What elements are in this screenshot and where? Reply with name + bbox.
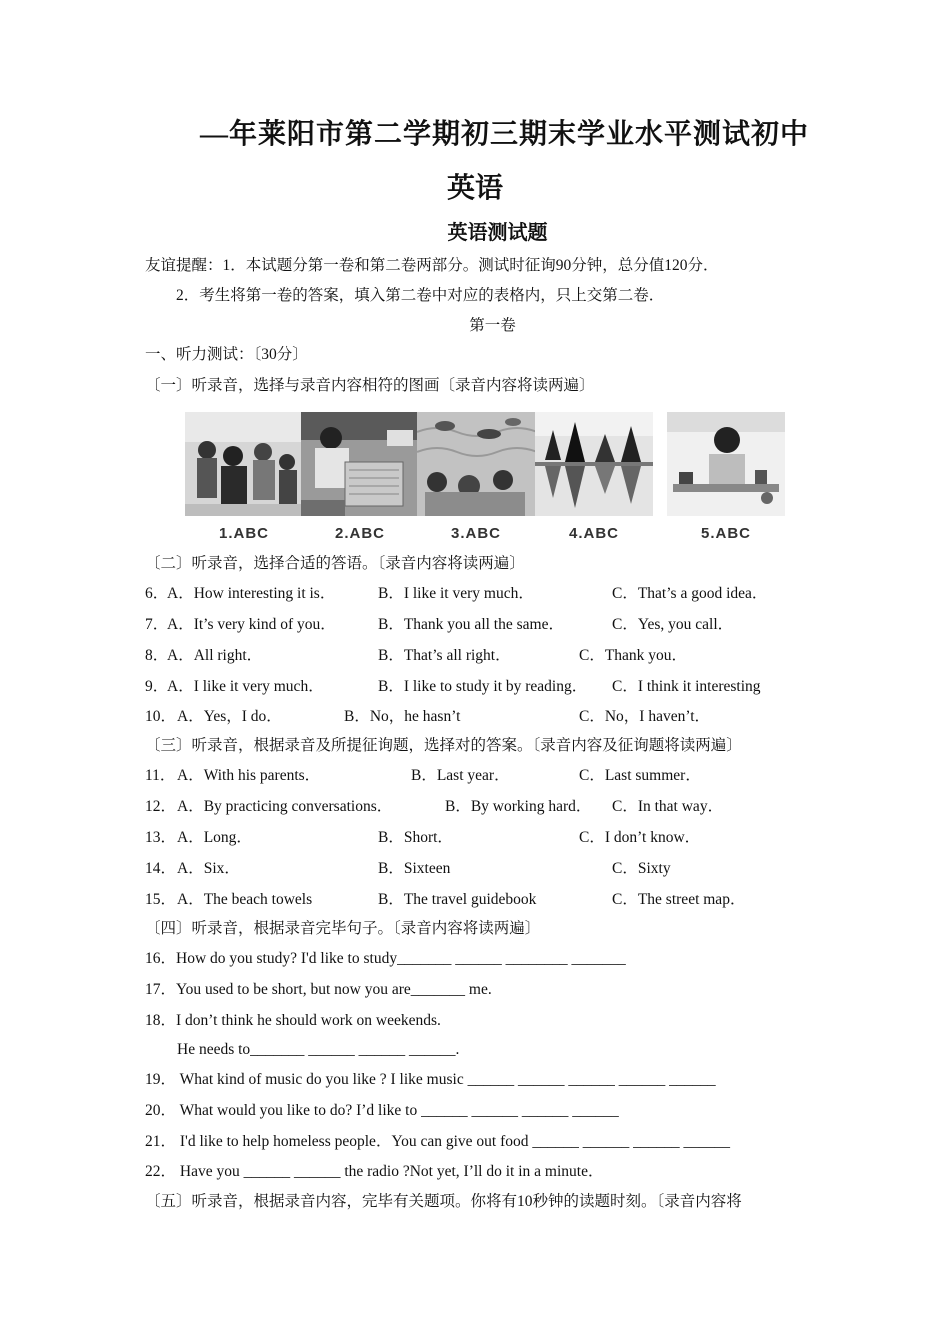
option-b: B．That’s all right．: [378, 647, 511, 664]
question-row: [145, 677, 845, 697]
fill-in-item: 18．I don’t think he should work on weekends.: [145, 1012, 441, 1029]
option-b: B．Sixteen: [378, 860, 451, 877]
picture-4: [535, 412, 653, 516]
notes-line-1: 友谊提醒：1．本试题分第一卷和第二卷两部分。测试时征询90分钟，总分值120分．: [145, 257, 719, 274]
option-b: B．I like it very much．: [378, 585, 534, 602]
question-number: 9．: [145, 678, 169, 695]
option-b: B．Short．: [378, 829, 453, 846]
question-number: 10．: [145, 708, 177, 725]
option-a: A．The beach towels: [177, 891, 313, 908]
question-row: [145, 615, 845, 635]
fill-in-item: 19． What kind of music do you like ? I like music ______ ______ ______ ______ ______: [145, 1071, 716, 1088]
question-row: [145, 828, 845, 848]
part2-instruction: 〔二〕听录音，选择合适的答语。〔录音内容将读两遍〕: [145, 555, 525, 572]
picture-5: [667, 412, 785, 516]
option-c: C．Thank you．: [579, 647, 688, 664]
option-a: A．Six．: [177, 860, 240, 877]
picture-2: [301, 412, 419, 516]
fill-in-item: 22． Have you ______ ______ the radio ?Not yet, I’ll do it in a minute．: [145, 1163, 604, 1180]
part1-instruction: 〔一〕听录音，选择与录音内容相符的图画〔录音内容将读两遍〕: [145, 377, 595, 394]
option-c: C．I think it interesting: [612, 678, 761, 695]
question-number: 7．: [145, 616, 169, 633]
option-b: B．No，he hasn’t: [344, 708, 461, 725]
picture-3: [417, 412, 535, 516]
option-b: B．Thank you all the same．: [378, 616, 564, 633]
option-a: A．All right．: [167, 647, 263, 664]
question-number: 12．: [145, 798, 177, 815]
exam-title: —年莱阳市第二学期初三期末学业水平测试初中: [200, 119, 810, 150]
picture-1-label: 1.ABC: [218, 525, 269, 542]
fill-in-item: 17．You used to be short, but now you are_______ me.: [145, 981, 492, 998]
question-number: 14．: [145, 860, 177, 877]
question-number: 15．: [145, 891, 177, 908]
part4-instruction: 〔四〕听录音，根据录音完毕句子。〔录音内容将读两遍〕: [145, 920, 541, 937]
option-a: A．Long．: [177, 829, 252, 846]
listening-pictures: [185, 412, 785, 546]
exam-subtitle: 英语测试题: [447, 222, 548, 244]
question-row: [145, 584, 845, 604]
option-c: C．The street map．: [612, 891, 746, 908]
picture-3-label: 3.ABC: [450, 525, 501, 542]
option-b: B．By working hard．: [445, 798, 592, 815]
volume-title: 第一卷: [469, 317, 516, 334]
question-row: [145, 797, 845, 817]
exam-title-subject: 英语: [446, 173, 503, 204]
option-c: C．Yes, you call．: [612, 616, 734, 633]
option-b: B．I like to study it by reading．: [378, 678, 588, 695]
option-a: A．It’s very kind of you．: [167, 616, 336, 633]
option-a: A．With his parents．: [177, 767, 321, 784]
option-c: C．Last summer．: [579, 767, 701, 784]
fill-in-item: He needs to_______ ______ ______ ______.: [177, 1041, 460, 1058]
question-row: [145, 646, 845, 666]
option-a: A．Yes，I do．: [177, 708, 282, 725]
option-c: C．No，I haven’t．: [579, 708, 711, 725]
picture-4-label: 4.ABC: [568, 525, 619, 542]
fill-in-item: 21． I'd like to help homeless people．You can give out food ______ ______ ______ ______: [145, 1133, 730, 1150]
option-b: B．The travel guidebook: [378, 891, 537, 908]
fill-in-item: 16．How do you study? I'd like to study_______ ______ ________ _______: [145, 950, 626, 967]
question-number: 13．: [145, 829, 177, 846]
question-number: 6．: [145, 585, 169, 602]
picture-5-label: 5.ABC: [700, 525, 751, 542]
option-c: C．Sixty: [612, 860, 671, 877]
picture-2-label: 2.ABC: [334, 525, 385, 542]
option-c: C．That’s a good idea．: [612, 585, 768, 602]
option-a: A．By practicing conversations．: [177, 798, 393, 815]
picture-1: [185, 412, 303, 516]
option-b: B．Last year．: [411, 767, 510, 784]
question-number: 11．: [145, 767, 176, 784]
question-number: 8．: [145, 647, 169, 664]
option-c: C．I don’t know．: [579, 829, 701, 846]
part5-instruction: 〔五〕听录音，根据录音内容，完毕有关题项。你将有10秒钟的读题时刻。〔录音内容将: [145, 1193, 742, 1210]
question-row: [145, 859, 845, 879]
part3-instruction: 〔三〕听录音，根据录音及所提征询题，选择对的答案。〔录音内容及征询题将读两遍〕: [145, 737, 742, 754]
option-a: A．I like it very much．: [167, 678, 324, 695]
question-row: [145, 766, 845, 786]
fill-in-item: 20． What would you like to do? I’d like to ______ ______ ______ ______: [145, 1102, 619, 1119]
notes-line-2: 2．考生将第一卷的答案，填入第二卷中对应的表格内，只上交第二卷．: [176, 287, 665, 304]
option-a: A．How interesting it is．: [167, 585, 336, 602]
option-c: C．In that way．: [612, 798, 724, 815]
section-listening-title: 一、听力测试：〔30分〕: [145, 346, 308, 363]
question-row: [145, 707, 845, 727]
question-row: [145, 890, 845, 910]
